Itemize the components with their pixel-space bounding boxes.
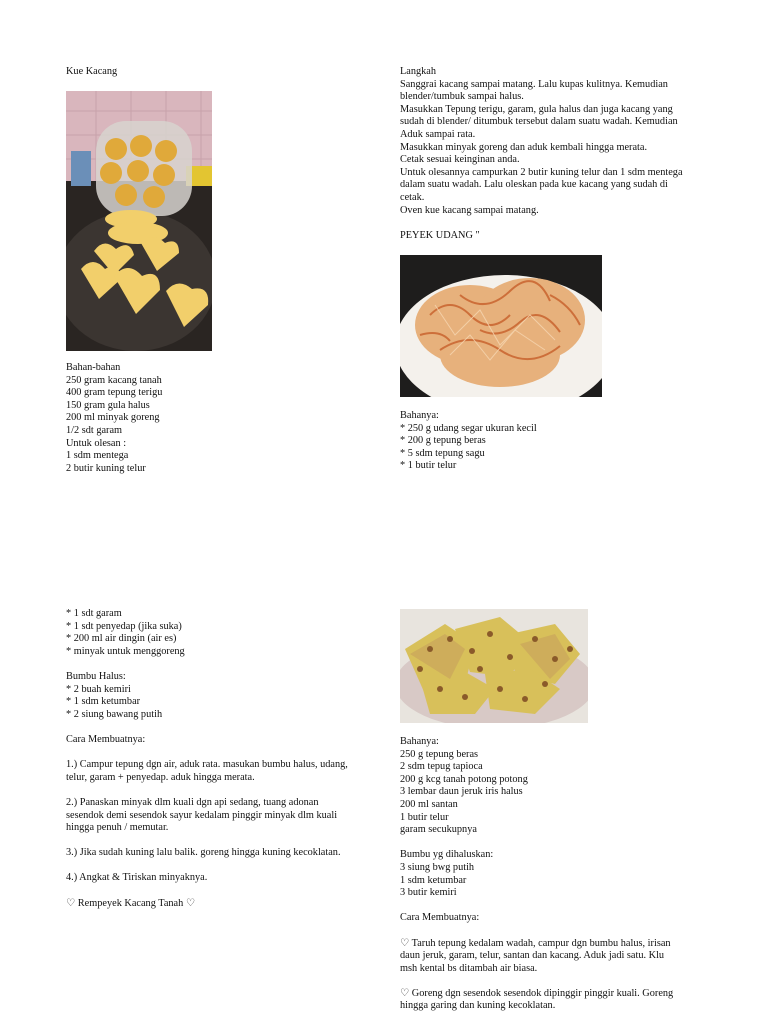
ingredient-line: 2 butir kuning telur bbox=[66, 462, 146, 474]
kue-kacang-photo bbox=[66, 91, 212, 351]
bahan-line: 200 ml santan bbox=[400, 798, 458, 810]
bahan-line: 3 lembar daun jeruk iris halus bbox=[400, 786, 523, 798]
bahan-heading: Bahanya: bbox=[400, 736, 439, 747]
step-line: blender/tumbuk sampai halus. bbox=[400, 91, 524, 103]
ingredient-line: 1 sdm mentega bbox=[66, 450, 129, 462]
bumbu-line: * 1 sdm ketumbar bbox=[66, 696, 141, 708]
step-line: Masukkan minyak goreng dan aduk kembali hingga merata. bbox=[400, 141, 648, 153]
peyek-udang-bahan bbox=[400, 410, 537, 473]
peyek-udang-continued bbox=[66, 608, 348, 910]
step-line: Sanggrai kacang sampai matang. Lalu kupas kulitnya. Kemudian bbox=[400, 78, 668, 90]
rempeyek-kacang-photo bbox=[400, 609, 588, 723]
steps-heading: Langkah bbox=[400, 66, 437, 77]
ingredient-line: Untuk olesan : bbox=[66, 437, 127, 449]
step-line: dalam suatu wadah. Lalu oleskan pada kue kacang yang sudah di bbox=[400, 179, 668, 191]
bumbu-line: * 2 buah kemiri bbox=[66, 683, 131, 695]
step-line: 2.) Panaskan minyak dlm kuali dgn api sedang, tuang adonan bbox=[66, 796, 319, 808]
peyek-udang-photo bbox=[400, 255, 602, 397]
step-line: 1.) Campur tepung dgn air, aduk rata. masukan bumbu halus, udang, bbox=[66, 759, 348, 771]
step-line: hingga garing dan kuning kecoklatan. bbox=[400, 1000, 556, 1012]
bahan-line: 250 g tepung beras bbox=[400, 748, 479, 760]
bahan-line: * 200 g tepung beras bbox=[400, 435, 486, 447]
bumbu-line: * 2 siung bawang putih bbox=[66, 708, 163, 720]
ingredient-line: 1/2 sdt garam bbox=[66, 424, 123, 436]
bahan-line: 2 sdm tepug tapioca bbox=[400, 761, 483, 773]
step-line: Cetak sesuai keinginan anda. bbox=[400, 154, 520, 166]
rempeyek-title: ♡ Rempeyek Kacang Tanah ♡ bbox=[66, 897, 196, 909]
step-line: msh kental bs ditambah air biasa. bbox=[400, 962, 538, 974]
bumbu-line: 1 sdm ketumbar bbox=[400, 874, 467, 886]
bahan-heading: Bahanya: bbox=[400, 410, 439, 421]
bahan-line: * 1 sdt penyedap (jika suka) bbox=[66, 620, 182, 632]
cara-heading: Cara Membuatnya: bbox=[400, 912, 480, 924]
bumbu-line: 3 butir kemiri bbox=[400, 887, 457, 899]
recipe-title-kue-kacang bbox=[66, 66, 117, 79]
peyek-udang-title: PEYEK UDANG " bbox=[400, 229, 480, 241]
ingredients-heading: Bahan-bahan bbox=[66, 362, 121, 373]
step-line: cetak. bbox=[400, 191, 425, 203]
bahan-line: * 1 sdt garam bbox=[66, 608, 122, 619]
step-line: daun jeruk, garam, telur, santan dan kacang. Aduk jadi satu. Klu bbox=[400, 950, 665, 962]
step-line: Untuk olesannya campurkan 2 butir kuning telur dan 1 sdm mentega bbox=[400, 166, 683, 178]
ingredient-line: 400 gram tepung terigu bbox=[66, 387, 163, 399]
bahan-line: 200 g kcg tanah potong potong bbox=[400, 773, 528, 785]
bahan-line: * 5 sdm tepung sagu bbox=[400, 447, 485, 459]
step-line: sesendok demi sesendok sayur kedalam pinggir minyak dlm kuali bbox=[66, 809, 338, 821]
bahan-line: * 200 ml air dingin (air es) bbox=[66, 633, 177, 645]
step-line: ♡ Taruh tepung kedalam wadah, campur dgn bumbu halus, irisan bbox=[400, 937, 671, 949]
kue-kacang-steps bbox=[400, 66, 683, 242]
step-line: hingga penuh / memutar. bbox=[66, 822, 169, 834]
rempeyek-recipe bbox=[400, 736, 673, 1013]
step-line: Aduk sampai rata. bbox=[400, 128, 476, 140]
bumbu-line: 3 siung bwg putih bbox=[400, 861, 475, 873]
cara-heading: Cara Membuatnya: bbox=[66, 733, 146, 745]
step-line: Masukkan Tepung terigu, garam, gula halus dan juga kacang yang bbox=[400, 103, 673, 115]
ingredient-line: 200 ml minyak goreng bbox=[66, 412, 160, 424]
ingredient-line: 150 gram gula halus bbox=[66, 399, 150, 411]
ingredient-line: 250 gram kacang tanah bbox=[66, 374, 162, 386]
step-line: telur, garam + penyedap. aduk hingga merata. bbox=[66, 771, 255, 783]
step-line: ♡ Goreng dgn sesendok sesendok dipinggir pinggir kuali. Goreng bbox=[400, 987, 674, 999]
bumbu-heading: Bumbu yg dihaluskan: bbox=[400, 849, 494, 861]
bahan-line: * 250 g udang segar ukuran kecil bbox=[400, 422, 537, 434]
bahan-line: 1 butir telur bbox=[400, 811, 449, 823]
step-line: 3.) Jika sudah kuning lalu balik. goreng hingga kuning kecoklatan. bbox=[66, 847, 341, 859]
bahan-line: garam secukupnya bbox=[400, 824, 477, 836]
step-line: 4.) Angkat & Tiriskan minyaknya. bbox=[66, 872, 208, 884]
bahan-line: * 1 butir telur bbox=[400, 460, 457, 472]
bumbu-heading: Bumbu Halus: bbox=[66, 670, 126, 682]
kue-kacang-ingredients bbox=[66, 362, 162, 475]
bahan-line: * minyak untuk menggoreng bbox=[66, 645, 185, 657]
step-line: Oven kue kacang sampai matang. bbox=[400, 204, 539, 216]
step-line: sudah di blender/ ditumbuk tersebut dalam suatu wadah. Kemudian bbox=[400, 116, 678, 128]
title-text: Kue Kacang bbox=[66, 66, 118, 77]
